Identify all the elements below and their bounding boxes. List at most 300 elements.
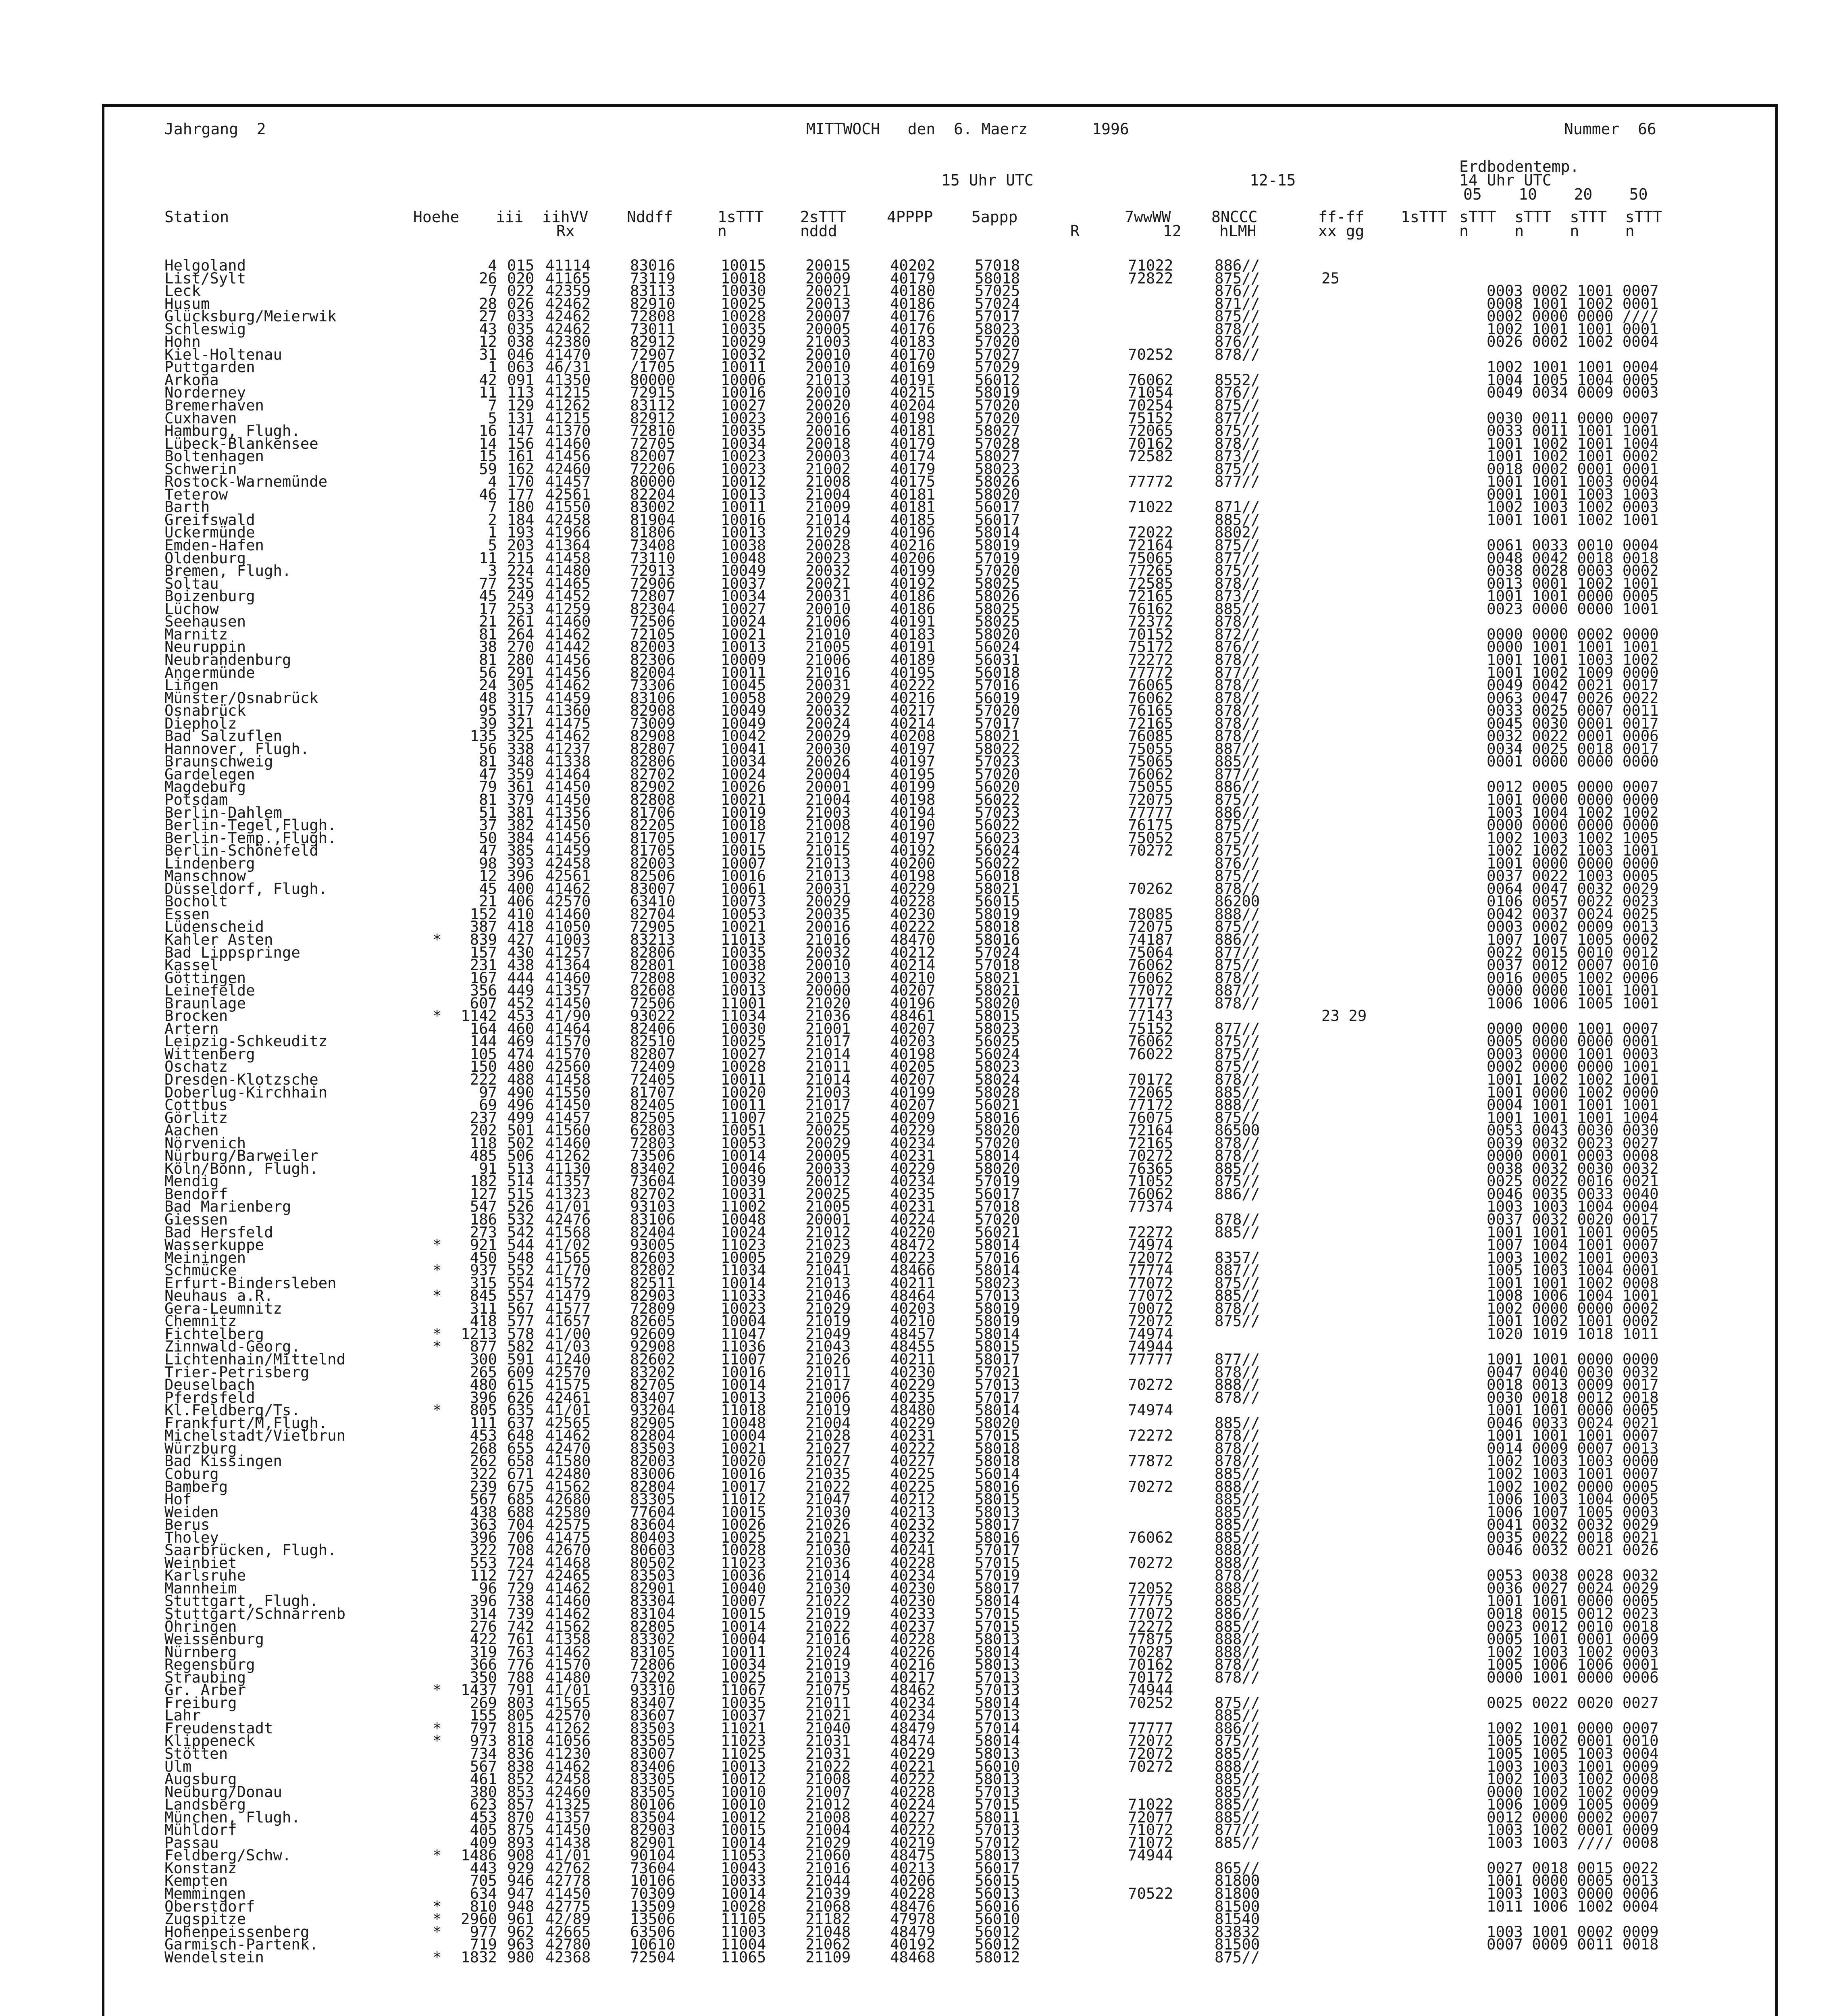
cell-station: Cuxhaven xyxy=(164,409,237,427)
cell-hoehe: 1832 xyxy=(461,1948,497,1966)
cell-nddff: 83406 xyxy=(630,1757,676,1775)
cell-station: Trier-Petrisberg xyxy=(164,1363,310,1381)
cell-soil: 1001 1002 1001 0002 xyxy=(1487,1312,1659,1330)
cell-nddff: 83505 xyxy=(630,1732,676,1750)
cell-appp: 57013 xyxy=(975,1706,1020,1724)
cell-iihvv: 41460 xyxy=(545,434,591,452)
cell-nccc: 878// xyxy=(1215,1134,1260,1152)
cell-nccc: 875// xyxy=(1215,396,1260,414)
cell-ts1: 10025 xyxy=(721,1528,766,1546)
cell-nddff: 82602 xyxy=(630,1350,676,1368)
cell-nddff: 90104 xyxy=(630,1846,676,1864)
cell-iihvv: 41575 xyxy=(545,1376,591,1394)
cell-station: Helgoland xyxy=(164,256,246,274)
cell-ts2: 21049 xyxy=(805,1325,851,1343)
cell-ww: 74944 xyxy=(1128,1681,1173,1699)
cell-ts2: 21002 xyxy=(805,460,851,478)
cell-soil: 1002 1003 1002 1005 xyxy=(1487,829,1659,847)
cell-nccc: 887// xyxy=(1215,981,1260,1000)
cell-pppp: 40214 xyxy=(890,714,936,732)
cell-ww: 71022 xyxy=(1128,498,1173,516)
cell-nccc: 886// xyxy=(1215,778,1260,796)
cell-ts1: 10016 xyxy=(721,867,766,885)
cell-appp: 56018 xyxy=(975,867,1020,885)
cell-nccc: 875// xyxy=(1215,562,1260,580)
cell-nccc: 885// xyxy=(1215,1808,1260,1826)
cell-ts2: 20025 xyxy=(805,1121,851,1139)
cell-ts1: 11007 xyxy=(721,1350,766,1368)
cell-ts1: 11034 xyxy=(721,1007,766,1025)
cell-ww: 72272 xyxy=(1128,1617,1173,1635)
cell-iii: 626 xyxy=(507,1388,535,1406)
cell-appp: 58014 xyxy=(975,1236,1020,1254)
cell-hoehe: 634 xyxy=(470,1885,497,1902)
cell-iihvv: 41360 xyxy=(545,702,591,720)
cell-nccc: 875// xyxy=(1215,956,1260,974)
cell-appp: 58019 xyxy=(975,536,1020,554)
cell-pppp: 40219 xyxy=(890,1833,936,1851)
cell-iii: 582 xyxy=(507,1337,535,1356)
cell-hoehe: 380 xyxy=(470,1783,497,1801)
cell-hoehe: 31 xyxy=(479,345,497,363)
soil-depths: 05 10 20 50 xyxy=(1463,185,1648,203)
cell-appp: 58014 xyxy=(975,1643,1020,1661)
cell-iihvv: 42458 xyxy=(545,510,591,529)
cell-station: Kiel-Holtenau xyxy=(164,345,282,363)
cell-appp: 56015 xyxy=(975,892,1020,910)
cell-station: Berlin-Tegel,Flugh. xyxy=(164,816,337,834)
cell-station: Leipzig-Schkeuditz xyxy=(164,1032,328,1050)
cell-soil: 1002 0000 0000 0002 xyxy=(1487,1299,1659,1317)
cell-ww: 72372 xyxy=(1128,612,1173,631)
cell-pppp: 40228 xyxy=(890,1783,936,1801)
cell-soil: 0033 0025 0007 0011 xyxy=(1487,702,1659,720)
cell-iii: 791 xyxy=(507,1681,535,1699)
cell-nddff: 72807 xyxy=(630,587,676,605)
cell-ts2: 21024 xyxy=(805,1643,851,1661)
cell-nddff: 82505 xyxy=(630,1108,676,1127)
cell-ts2: 21011 xyxy=(805,1693,851,1712)
cell-iihvv: 42465 xyxy=(545,1566,591,1585)
cell-soil: 1001 1001 1002 1001 xyxy=(1487,510,1659,529)
cell-appp: 57028 xyxy=(975,434,1020,452)
cell-appp: 57012 xyxy=(975,1833,1020,1851)
cell-ts2: 20031 xyxy=(805,879,851,898)
cell-appp: 57020 xyxy=(975,1134,1020,1152)
cell-appp: 58013 xyxy=(975,1770,1020,1788)
cell-appp: 56018 xyxy=(975,663,1020,681)
cell-nddff: 93310 xyxy=(630,1681,676,1699)
cell-ts1: 10005 xyxy=(721,1248,766,1266)
cell-nddff: 83106 xyxy=(630,689,676,707)
cell-ts2: 21003 xyxy=(805,333,851,351)
cell-ts1: 10043 xyxy=(721,1859,766,1877)
cell-iihvv: 41325 xyxy=(545,1795,591,1814)
cell-iii: 724 xyxy=(507,1554,535,1572)
cell-iihvv: 42461 xyxy=(545,1388,591,1406)
cell-appp: 57017 xyxy=(975,1541,1020,1559)
cell-nddff: 82702 xyxy=(630,765,676,783)
cell-nddff: 72808 xyxy=(630,307,676,325)
cell-pppp: 40185 xyxy=(890,510,936,529)
cell-hoehe: 3 xyxy=(488,562,497,580)
cell-soil: 0047 0040 0030 0032 xyxy=(1487,1363,1659,1381)
cell-hoehe: 396 xyxy=(470,1528,497,1546)
cell-ts2: 20001 xyxy=(805,1210,851,1229)
cell-iihvv: 41338 xyxy=(545,752,591,771)
cell-soil: 0037 0032 0020 0017 xyxy=(1487,1210,1659,1229)
cell-pppp: 40181 xyxy=(890,485,936,503)
cell-pppp: 40183 xyxy=(890,625,936,643)
cell-ts2: 20032 xyxy=(805,943,851,961)
cell-soil: 0049 0034 0009 0003 xyxy=(1487,383,1659,402)
cell-nddff: 83105 xyxy=(630,1643,676,1661)
cell-iii: 706 xyxy=(507,1528,535,1546)
cell-nddff: 92908 xyxy=(630,1337,676,1356)
cell-station: Bamberg xyxy=(164,1477,228,1495)
cell-soil: 0046 0032 0021 0026 xyxy=(1487,1541,1659,1559)
cell-pppp: 40233 xyxy=(890,1604,936,1622)
cell-ts1: 11007 xyxy=(721,1108,766,1127)
cell-appp: 57015 xyxy=(975,1617,1020,1635)
cell-appp: 58014 xyxy=(975,1732,1020,1750)
cell-ts1: 10012 xyxy=(721,1808,766,1826)
cell-appp: 57024 xyxy=(975,294,1020,312)
cell-ts1: 10024 xyxy=(721,765,766,783)
cell-ts1: 10049 xyxy=(721,562,766,580)
cell-station: Husum xyxy=(164,294,210,312)
cell-nccc: 865// xyxy=(1215,1859,1260,1877)
cell-ts2: 20007 xyxy=(805,307,851,325)
cell-iii: 315 xyxy=(507,689,535,707)
cell-nccc: 878// xyxy=(1215,1439,1260,1457)
cell-nccc: 875// xyxy=(1215,422,1260,440)
cell-hoehe: 45 xyxy=(479,879,497,898)
cell-station: Bad Hersfeld xyxy=(164,1223,273,1241)
cell-hoehe: 26 xyxy=(479,269,497,287)
cell-hoehe: 50 xyxy=(479,829,497,847)
cell-nccc: 885// xyxy=(1215,1592,1260,1610)
cell-iii: 761 xyxy=(507,1630,535,1648)
cell-iihvv: 41370 xyxy=(545,422,591,440)
cell-iii: 091 xyxy=(507,371,535,389)
cell-hoehe: 276 xyxy=(470,1617,497,1635)
cell-soil: 1006 1006 1005 1001 xyxy=(1487,994,1659,1012)
cell-hoehe: 81 xyxy=(479,625,497,643)
cell-nddff: 81904 xyxy=(630,510,676,529)
cell-pppp: 40212 xyxy=(890,1490,936,1508)
cell-soil: 0018 0015 0012 0023 xyxy=(1487,1604,1659,1622)
cell-nccc: 878// xyxy=(1215,1299,1260,1317)
cell-ts1: 10004 xyxy=(721,1630,766,1648)
cell-hoehe: 45 xyxy=(479,587,497,605)
cell-station: Kassel xyxy=(164,956,219,974)
cell-iihvv: 41357 xyxy=(545,981,591,1000)
cell-pppp: 48479 xyxy=(890,1719,936,1737)
cell-ts2: 21182 xyxy=(805,1910,851,1928)
cell-soil: 0030 0018 0012 0018 xyxy=(1487,1388,1659,1406)
cell-station: Kahler Asten xyxy=(164,930,273,948)
cell-nddff: 73306 xyxy=(630,676,676,694)
cell-hoehe: 91 xyxy=(479,1159,497,1177)
cell-ww: 76062 xyxy=(1128,1185,1173,1203)
cell-ts1: 10028 xyxy=(721,307,766,325)
cell-soil: 1001 1001 1002 0008 xyxy=(1487,1274,1659,1292)
cell-hoehe: 363 xyxy=(470,1516,497,1534)
cell-hoehe: 5 xyxy=(488,409,497,427)
cell-station: Landsberg xyxy=(164,1795,246,1814)
cell-ts2: 20013 xyxy=(805,294,851,312)
cell-ww: 74944 xyxy=(1128,1337,1173,1356)
cell-iii: 270 xyxy=(507,638,535,656)
cell-pppp: 40228 xyxy=(890,892,936,910)
cell-ts2: 20012 xyxy=(805,1172,851,1190)
cell-star: * xyxy=(433,1681,442,1699)
cell-nddff: 82912 xyxy=(630,333,676,351)
cell-soil: 1003 1002 0001 0009 xyxy=(1487,1821,1659,1839)
cell-pppp: 40198 xyxy=(890,867,936,885)
cell-nccc: 886// xyxy=(1215,1185,1260,1203)
cell-iihvv: 41450 xyxy=(545,1885,591,1902)
cell-hoehe: 322 xyxy=(470,1541,497,1559)
cell-appp: 57017 xyxy=(975,714,1020,732)
cell-pppp: 40211 xyxy=(890,1274,936,1292)
cell-ts1: 10023 xyxy=(721,460,766,478)
cell-iihvv: 41450 xyxy=(545,790,591,808)
cell-ww: 77775 xyxy=(1128,1592,1173,1610)
cell-pppp: 48462 xyxy=(890,1681,936,1699)
cell-nddff: 92609 xyxy=(630,1325,676,1343)
cell-iii: 671 xyxy=(507,1464,535,1483)
cell-station: Görlitz xyxy=(164,1108,228,1127)
cell-nccc: 875// xyxy=(1215,816,1260,834)
cell-soil: 0000 0000 1001 0007 xyxy=(1487,1019,1659,1037)
col-7www-12: 12 xyxy=(1163,222,1182,240)
cell-ts2: 20018 xyxy=(805,434,851,452)
cell-ts2: 21023 xyxy=(805,1236,851,1254)
col-5appp: 5appp xyxy=(972,208,1018,226)
cell-ts1: 10028 xyxy=(721,1058,766,1076)
cell-soil: 0000 0000 0002 0000 xyxy=(1487,625,1659,643)
cell-hoehe: 47 xyxy=(479,841,497,860)
cell-iihvv: 41/70 xyxy=(545,1261,591,1279)
cell-ww: 76165 xyxy=(1128,702,1173,720)
col-8nccc-hlmh: hLMH xyxy=(1219,222,1257,240)
cell-ww: 72165 xyxy=(1128,1134,1173,1152)
cell-iihvv: 42380 xyxy=(545,333,591,351)
cell-ts1: 10004 xyxy=(721,1427,766,1445)
cell-iii: 022 xyxy=(507,282,535,300)
cell-hoehe: 59 xyxy=(479,460,497,478)
cell-hoehe: 719 xyxy=(470,1935,497,1954)
cell-nccc: 877// xyxy=(1215,1019,1260,1037)
cell-pppp: 40225 xyxy=(890,1477,936,1495)
cell-hoehe: 7 xyxy=(488,498,497,516)
cell-appp: 58014 xyxy=(975,523,1020,541)
cell-ts1: 10015 xyxy=(721,841,766,860)
cell-nddff: 77604 xyxy=(630,1503,676,1521)
cell-hoehe: 5 xyxy=(488,536,497,554)
cell-nccc: 875// xyxy=(1215,841,1260,860)
cell-hoehe: 11 xyxy=(479,383,497,402)
cell-hoehe: 24 xyxy=(479,676,497,694)
cell-pppp: 40192 xyxy=(890,1935,936,1954)
cell-hoehe: 81 xyxy=(479,650,497,669)
cell-station: Garmisch-Partenk. xyxy=(164,1935,318,1954)
cell-appp: 57019 xyxy=(975,1566,1020,1585)
cell-nddff: 82406 xyxy=(630,1019,676,1037)
cell-ts2: 21035 xyxy=(805,1464,851,1483)
cell-station: Schwerin xyxy=(164,460,237,478)
cell-nccc: 885// xyxy=(1215,1464,1260,1483)
obs-time-label: 15 Uhr UTC xyxy=(941,171,1034,189)
cell-nccc: 81800 xyxy=(1215,1885,1260,1902)
cell-ww: 77072 xyxy=(1128,1604,1173,1622)
cell-ww: 72272 xyxy=(1128,1223,1173,1241)
cell-station: Rostock-Warnemünde xyxy=(164,473,328,491)
cell-ts2: 21007 xyxy=(805,1783,851,1801)
cell-ts2: 21029 xyxy=(805,1833,851,1851)
cell-nddff: 83607 xyxy=(630,1706,676,1724)
cell-station: Wendelstein xyxy=(164,1948,264,1966)
cell-ww: 76062 xyxy=(1128,1032,1173,1050)
cell-appp: 58017 xyxy=(975,1350,1020,1368)
cell-nccc: 877// xyxy=(1215,473,1260,491)
cell-station: Feldberg/Schw. xyxy=(164,1846,291,1864)
cell-appp: 58023 xyxy=(975,1058,1020,1076)
cell-hoehe: 422 xyxy=(470,1630,497,1648)
cell-iii: 532 xyxy=(507,1210,535,1229)
cell-soil: 0013 0001 1002 1001 xyxy=(1487,574,1659,592)
cell-station: Karlsruhe xyxy=(164,1566,246,1585)
cell-station: Weiden xyxy=(164,1503,219,1521)
cell-soil: 1002 1003 1002 0003 xyxy=(1487,1643,1659,1661)
cell-appp: 58014 xyxy=(975,1325,1020,1343)
cell-hoehe: 135 xyxy=(470,727,497,745)
cell-hoehe: 237 xyxy=(470,1108,497,1127)
cell-nccc: 8552/ xyxy=(1215,371,1260,389)
cell-appp: 58019 xyxy=(975,1299,1020,1317)
cell-ts2: 21013 xyxy=(805,1668,851,1686)
cell-nccc: 871// xyxy=(1215,294,1260,312)
cell-iii: 129 xyxy=(507,396,535,414)
cell-station: Schmücke xyxy=(164,1261,237,1279)
cell-ts2: 21005 xyxy=(805,638,851,656)
cell-appp: 58027 xyxy=(975,447,1020,465)
cell-nccc: 887// xyxy=(1215,739,1260,758)
cell-station: Norderney xyxy=(164,383,246,402)
cell-ts2: 21060 xyxy=(805,1846,851,1864)
cell-appp: 57016 xyxy=(975,676,1020,694)
cell-ts1: 10012 xyxy=(721,473,766,491)
cell-station: Aachen xyxy=(164,1121,219,1139)
cell-appp: 58018 xyxy=(975,1439,1020,1457)
cell-iihvv: 41462 xyxy=(545,1579,591,1597)
cell-nccc: 876// xyxy=(1215,854,1260,872)
cell-iihvv: 41240 xyxy=(545,1350,591,1368)
cell-ts1: 10019 xyxy=(721,803,766,821)
cell-iihvv: 41459 xyxy=(545,689,591,707)
cell-nddff: 72806 xyxy=(630,1656,676,1674)
cell-soil: 1002 1003 1002 0008 xyxy=(1487,1770,1659,1788)
cell-pppp: 40213 xyxy=(890,1503,936,1521)
cell-appp: 58023 xyxy=(975,1274,1020,1292)
cell-nccc: 888// xyxy=(1215,1554,1260,1572)
cell-appp: 58020 xyxy=(975,485,1020,503)
cell-ww: 72052 xyxy=(1128,1579,1173,1597)
cell-ts1: 10011 xyxy=(721,1070,766,1088)
cell-iii: 499 xyxy=(507,1108,535,1127)
cell-nddff: 82908 xyxy=(630,702,676,720)
cell-soil: 1001 0000 1002 0000 xyxy=(1487,1083,1659,1101)
cell-station: Boltenhagen xyxy=(164,447,264,465)
cell-station: Bad Salzuflen xyxy=(164,727,282,745)
cell-nddff: 83503 xyxy=(630,1439,676,1457)
cell-iii: 381 xyxy=(507,803,535,821)
cell-iii: 838 xyxy=(507,1757,535,1775)
cell-soil: 0022 0015 0010 0012 xyxy=(1487,943,1659,961)
cell-ww: 70162 xyxy=(1128,434,1173,452)
cell-hoehe: 112 xyxy=(470,1566,497,1585)
cell-ww: 70172 xyxy=(1128,1070,1173,1088)
cell-hoehe: 81 xyxy=(479,752,497,771)
col-8nccc: 8NCCC xyxy=(1211,208,1258,226)
cell-soil: 1001 1002 1002 1001 xyxy=(1487,1070,1659,1088)
cell-nccc: 878// xyxy=(1215,612,1260,631)
cell-pppp: 40209 xyxy=(890,1108,936,1127)
cell-nddff: 63506 xyxy=(630,1922,676,1941)
cell-nddff: 81705 xyxy=(630,841,676,860)
cell-iihvv: 41350 xyxy=(545,371,591,389)
cell-ts1: 11023 xyxy=(721,1554,766,1572)
cell-ts2: 21014 xyxy=(805,1566,851,1585)
cell-ts2: 21020 xyxy=(805,994,851,1012)
cell-station: Mendig xyxy=(164,1172,219,1190)
cell-ts2: 21022 xyxy=(805,1617,851,1635)
cell-pppp: 40231 xyxy=(890,1198,936,1216)
cell-iii: 361 xyxy=(507,778,535,796)
cell-nddff: 82003 xyxy=(630,638,676,656)
cell-appp: 58019 xyxy=(975,905,1020,923)
cell-nddff: 82903 xyxy=(630,1821,676,1839)
cell-iii: 438 xyxy=(507,956,535,974)
cell-station: München, Flugh. xyxy=(164,1808,300,1826)
cell-pppp: 40223 xyxy=(890,1248,936,1266)
cell-ts1: 11023 xyxy=(721,1732,766,1750)
cell-ww: 77777 xyxy=(1128,1350,1173,1368)
cell-nccc: 873// xyxy=(1215,587,1260,605)
cell-nddff: 83104 xyxy=(630,1604,676,1622)
cell-iihvv: 42680 xyxy=(545,1490,591,1508)
cell-hoehe: 11 xyxy=(479,549,497,567)
cell-ts1: 10013 xyxy=(721,485,766,503)
cell-iihvv: 41323 xyxy=(545,1185,591,1203)
cell-soil: 1002 1001 0000 0007 xyxy=(1487,1719,1659,1737)
cell-ts2: 21004 xyxy=(805,1414,851,1432)
cell-nddff: 82003 xyxy=(630,854,676,872)
cell-station: Nörvenich xyxy=(164,1134,246,1152)
cell-nccc: 885// xyxy=(1215,1795,1260,1814)
cell-ww: 76175 xyxy=(1128,816,1173,834)
cell-iii: 929 xyxy=(507,1859,535,1877)
cell-iii: 338 xyxy=(507,739,535,758)
cell-iihvv: 41464 xyxy=(545,1019,591,1037)
cell-appp: 58013 xyxy=(975,1846,1020,1864)
cell-ts1: 10053 xyxy=(721,1134,766,1152)
cell-hoehe: 1486 xyxy=(461,1846,497,1864)
cell-ts1: 11105 xyxy=(721,1910,766,1928)
cell-iii: 591 xyxy=(507,1350,535,1368)
